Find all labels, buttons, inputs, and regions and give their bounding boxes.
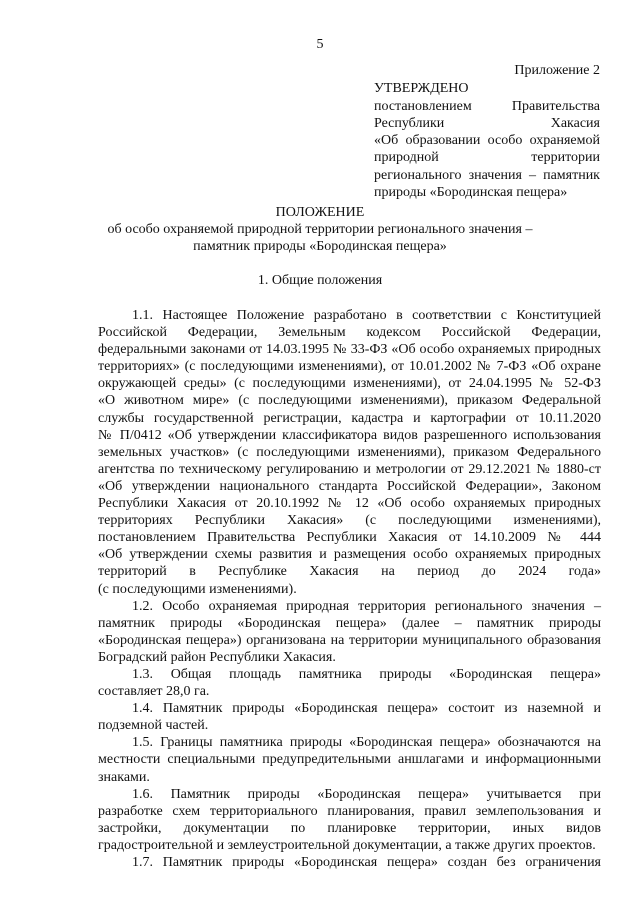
- paragraph-line: памятник природы «Бородинская пещера» (далее – памятник природы: [98, 615, 601, 631]
- paragraph: [98, 666, 601, 700]
- paragraph-line: Российской Федерации, Земельным кодексом Российской Федерации,: [98, 325, 601, 341]
- paragraph-line: «Об утверждении схемы развития и размещения особо охраняемых природных: [98, 547, 601, 563]
- paragraph-line: 1.1. Настоящее Положение разработано в соответствии с Конституцией: [132, 308, 601, 323]
- paragraph-line: окружающей среды» (с последующими изменениями), от 24.04.1995 № 52-ФЗ: [98, 376, 601, 392]
- paragraph: [98, 700, 601, 734]
- paragraph-line: 1.6. Памятник природы «Бородинская пещера» учитывается при: [132, 786, 601, 802]
- paragraph-line: «Об утверждении национального стандарта Российской Федерации», Законом: [98, 478, 601, 494]
- approval-line: природы «Бородинская пещера»: [374, 184, 568, 200]
- paragraph-line: агентства по техническому регулированию и метрологии от 29.12.2021 № 1880-ст: [98, 461, 601, 477]
- approval-line: постановлением Правительства: [374, 98, 600, 114]
- paragraph-line: градостроительной и землеустроительной документации, а также других проектов.: [98, 837, 596, 853]
- paragraph-line: постановлением Правительства Республики Хакасия от 14.10.2009 № 444: [98, 530, 601, 546]
- approval-line: Республики Хакасия: [374, 115, 600, 131]
- document-title: ПОЛОЖЕНИЕ: [275, 205, 365, 220]
- paragraph-line: застройки, документации по планировке территории, иных видов: [98, 820, 601, 836]
- paragraph-line: федеральными законами от 14.03.1995 № 33-ФЗ «Об особо охраняемых природных: [98, 342, 601, 358]
- page-number: 5: [316, 37, 324, 52]
- paragraph-line: 1.4. Памятник природы «Бородинская пещера» состоит из наземной и: [132, 701, 601, 717]
- paragraph-line: территориях» (с последующими изменениями), от 10.01.2002 № 7-ФЗ «Об охране: [98, 359, 601, 375]
- approval-line: «Об образовании особо охраняемой: [374, 133, 600, 149]
- approval-text: [374, 98, 600, 201]
- paragraph-line: службы государственной регистрации, кадастра и картографии от 10.11.2020: [98, 410, 601, 426]
- paragraph-line: местности специальными предупредительными аншлагами и информационными: [98, 752, 601, 768]
- subtitle-line: памятник природы «Бородинская пещера»: [193, 239, 447, 255]
- approval-line: регионального значения – памятник: [374, 167, 600, 183]
- paragraph-line: территорий в Республике Хакасия на период до 2024 года»: [98, 564, 601, 580]
- paragraph: [98, 734, 601, 785]
- approval-block: [374, 80, 600, 201]
- paragraph-line: № П/0412 «Об утверждении классификатора видов разрешенного использования: [98, 427, 601, 443]
- paragraph: [98, 854, 601, 871]
- document-subtitle: [0, 221, 640, 255]
- section-heading: 1. Общие положения: [257, 273, 383, 288]
- paragraph-line: (с последующими изменениями).: [98, 581, 297, 597]
- body-text: [98, 307, 601, 871]
- subtitle-line: об особо охраняемой природной территории регионального значения –: [107, 222, 533, 237]
- paragraph-line: знаками.: [98, 769, 150, 785]
- paragraph-line: 1.2. Особо охраняемая природная территория регионального значения –: [132, 598, 601, 614]
- paragraph-line: 1.7. Памятник природы «Бородинская пещера» создан без ограничения: [132, 855, 601, 870]
- paragraph-line: «О животном мире» (с последующими изменениями), приказом Федеральной: [98, 393, 601, 409]
- paragraph-line: составляет 28,0 га.: [98, 684, 210, 700]
- approval-line: природной территории: [374, 150, 600, 166]
- paragraph: [98, 598, 601, 666]
- paragraph-line: территориях Республики Хакасия» (с последующими изменениями),: [98, 513, 601, 529]
- paragraph-line: земельных участков» (с последующими изменениями), приказом Федерального: [98, 444, 601, 460]
- paragraph-line: Республики Хакасия от 20.10.1992 № 12 «Об особо охраняемых природных: [98, 496, 601, 512]
- paragraph-line: 1.3. Общая площадь памятника природы «Бородинская пещера»: [132, 666, 601, 682]
- paragraph-line: разработке схем территориального планирования, правил землепользования и: [98, 803, 601, 819]
- paragraph-line: «Бородинская пещера») организована на территории муниципального образования: [98, 632, 601, 648]
- appendix-label: Приложение 2: [514, 63, 600, 78]
- approval-title: УТВЕРЖДЕНО: [374, 81, 469, 96]
- paragraph-line: Боградский район Республики Хакасия.: [98, 649, 336, 665]
- paragraph-line: подземной частей.: [98, 718, 209, 734]
- paragraph-line: 1.5. Границы памятника природы «Бородинская пещера» обозначаются на: [132, 735, 601, 751]
- paragraph: [98, 307, 601, 598]
- paragraph: [98, 786, 601, 854]
